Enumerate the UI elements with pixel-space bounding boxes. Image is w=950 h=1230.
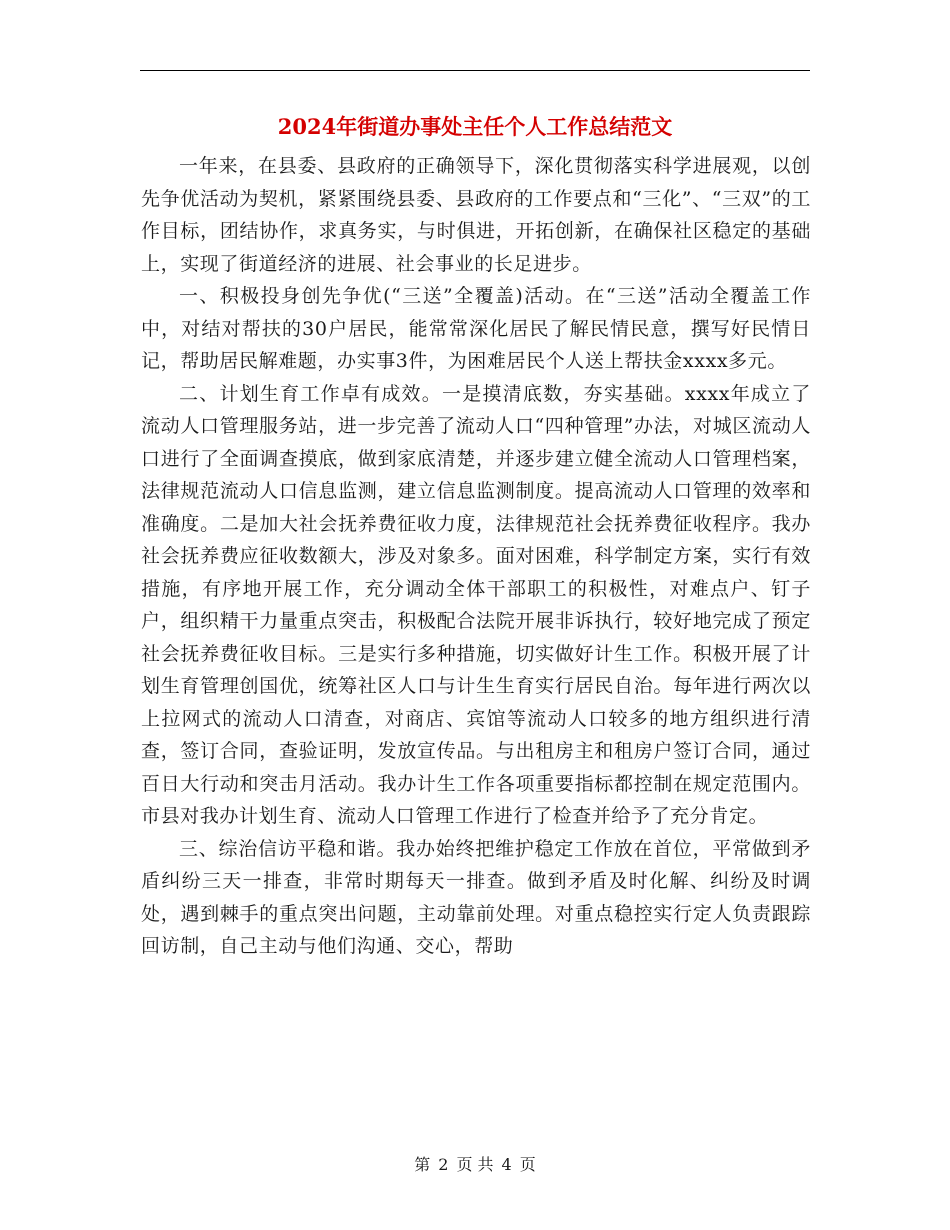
page-footer: [0, 1152, 950, 1175]
paragraph-section-1: 一、积极投身创先争优(“三送”全覆盖)活动。在“三送”活动全覆盖工作中，对结对帮扶的30户居民，能常常深化居民了解民情民意，撰写好民情日记，帮助居民解难题，办实事3件，为困难居民个人送上帮扶金xxxx多元。: [141, 285, 811, 372]
document-title: 2024年街道办事处主任个人工作总结范文: [277, 114, 673, 139]
document-body: [141, 150, 811, 963]
footer-prefix: 第: [414, 1155, 431, 1174]
footer-current-page: 2: [438, 1155, 449, 1174]
paragraph-section-3: 三、综治信访平稳和谐。我办始终把维护稳定工作放在首位，平常做到矛盾纠纷三天一排查，非常时期每天一排查。做到矛盾及时化解、纠纷及时调处，遇到棘手的重点突出问题，主动靠前处理。对重点稳控实行定人负责跟踪回访制，自己主动与他们沟通、交心，帮助: [141, 837, 811, 957]
header-rule: [140, 70, 810, 71]
footer-total-pages: 4: [501, 1155, 512, 1174]
footer-suffix: 页: [519, 1155, 536, 1174]
paragraph-intro: 一年来，在县委、县政府的正确领导下，深化贯彻落实科学进展观，以创先争优活动为契机，紧紧围绕县委、县政府的工作要点和“三化”、“三双”的工作目标，团结协作，求真务实，与时俱进，开拓创新，在确保社区稳定的基础上，实现了街道经济的进展、社会事业的长足进步。: [141, 155, 811, 275]
footer-middle: 页 共: [456, 1155, 494, 1174]
paragraph-section-2: 二、计划生育工作卓有成效。一是摸清底数，夯实基础。xxxx年成立了流动人口管理服务站，进一步完善了流动人口“四种管理”办法，对城区流动人口进行了全面调查摸底，做到家底清楚，并逐步建立健全流动人口管理档案，法律规范流动人口信息监测，建立信息监测制度。提高流动人口管理的效率和准确度。二是加大社会抚养费征收力度，法律规范社会抚养费征收程序。我办社会抚养费应征收数额大，涉及对象多。面对困难，科学制定方案，实行有效措施，有序地开展工作，充分调动全体干部职工的积极性，对难点户、钉子户，组织精干力量重点突击，积极配合法院开展非诉执行，较好地完成了预定社会抚养费征收目标。三是实行多种措施，切实做好计生工作。积极开展了计划生育管理创国优，统筹社区人口与计生生育实行居民自治。每年进行两次以上拉网式的流动人口清查，对商店、宾馆等流动人口较多的地方组织进行清查，签订合同，查验证明，发放宣传品。与出租房主和租房户签订合同，通过百日大行动和突击月活动。我办计生工作各项重要指标都控制在规定范围内。市县对我办计划生育、流动人口管理工作进行了检查并给予了充分肯定。: [141, 382, 811, 827]
